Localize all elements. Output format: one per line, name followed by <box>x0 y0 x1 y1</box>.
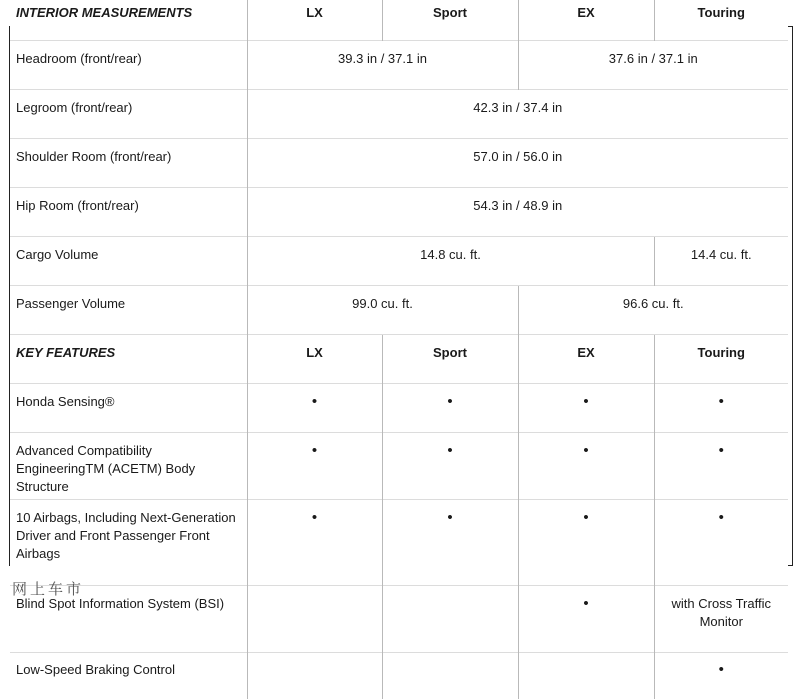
feature-check-lx: • <box>247 384 382 433</box>
features-section-title: KEY FEATURES <box>10 335 247 384</box>
interior-trim-ex: EX <box>518 0 654 41</box>
hip-room-label: Hip Room (front/rear) <box>10 188 247 237</box>
table-row <box>10 237 788 286</box>
table-row <box>10 286 788 335</box>
interior-trim-sport: Sport <box>382 0 518 41</box>
table-row <box>10 586 788 653</box>
feature-check-lx <box>247 653 382 699</box>
table-row <box>10 653 788 699</box>
legroom-value: 42.3 in / 37.4 in <box>247 90 788 139</box>
feature-check-touring: • <box>654 500 788 586</box>
passenger-volume-label: Passenger Volume <box>10 286 247 335</box>
feature-check-lx: • <box>247 500 382 586</box>
table-row <box>10 139 788 188</box>
table-row <box>10 384 788 433</box>
hip-room-value: 54.3 in / 48.9 in <box>247 188 788 237</box>
headroom-label: Headroom (front/rear) <box>10 41 247 90</box>
table-row <box>10 433 788 500</box>
feature-check-lx: • <box>247 433 382 500</box>
table-row <box>10 90 788 139</box>
features-trim-lx: LX <box>247 335 382 384</box>
passenger-volume-lx-sport: 99.0 cu. ft. <box>247 286 518 335</box>
features-trim-sport: Sport <box>382 335 518 384</box>
legroom-label: Legroom (front/rear) <box>10 90 247 139</box>
feature-check-sport: • <box>382 384 518 433</box>
table-row <box>10 188 788 237</box>
feature-bsi-touring-note: with Cross Traffic Monitor <box>654 586 788 653</box>
feature-label: 10 Airbags, Including Next-Generation Driver and Front Passenger Front Airbags <box>10 500 247 586</box>
spec-table <box>10 0 788 699</box>
feature-check-sport <box>382 586 518 653</box>
cargo-volume-label: Cargo Volume <box>10 237 247 286</box>
watermark-text: 网上车市 <box>12 578 84 599</box>
feature-check-ex: • <box>518 500 654 586</box>
interior-header-row <box>10 0 788 41</box>
feature-check-sport <box>382 653 518 699</box>
interior-section-title: INTERIOR MEASUREMENTS <box>10 0 247 41</box>
interior-trim-lx: LX <box>247 0 382 41</box>
feature-check-touring: • <box>654 433 788 500</box>
feature-check-ex: • <box>518 586 654 653</box>
features-trim-touring: Touring <box>654 335 788 384</box>
feature-label: Advanced Compatibility EngineeringTM (ACETM) Body Structure <box>10 433 247 500</box>
feature-check-sport: • <box>382 433 518 500</box>
feature-check-sport: • <box>382 500 518 586</box>
feature-check-touring: • <box>654 653 788 699</box>
passenger-volume-ex-touring: 96.6 cu. ft. <box>518 286 788 335</box>
features-trim-ex: EX <box>518 335 654 384</box>
feature-check-lx <box>247 586 382 653</box>
feature-check-ex <box>518 653 654 699</box>
shoulder-room-value: 57.0 in / 56.0 in <box>247 139 788 188</box>
feature-check-touring: • <box>654 384 788 433</box>
cargo-volume-lx-sport-ex: 14.8 cu. ft. <box>247 237 654 286</box>
features-header-row <box>10 335 788 384</box>
headroom-lx-sport: 39.3 in / 37.1 in <box>247 41 518 90</box>
feature-check-ex: • <box>518 384 654 433</box>
feature-label: Blind Spot Information System (BSI) <box>10 586 247 653</box>
cargo-volume-touring: 14.4 cu. ft. <box>654 237 788 286</box>
table-row <box>10 41 788 90</box>
interior-trim-touring: Touring <box>654 0 788 41</box>
feature-label: Honda Sensing® <box>10 384 247 433</box>
feature-check-ex: • <box>518 433 654 500</box>
headroom-ex-touring: 37.6 in / 37.1 in <box>518 41 788 90</box>
feature-label: Low-Speed Braking Control <box>10 653 247 699</box>
table-row <box>10 500 788 586</box>
shoulder-room-label: Shoulder Room (front/rear) <box>10 139 247 188</box>
